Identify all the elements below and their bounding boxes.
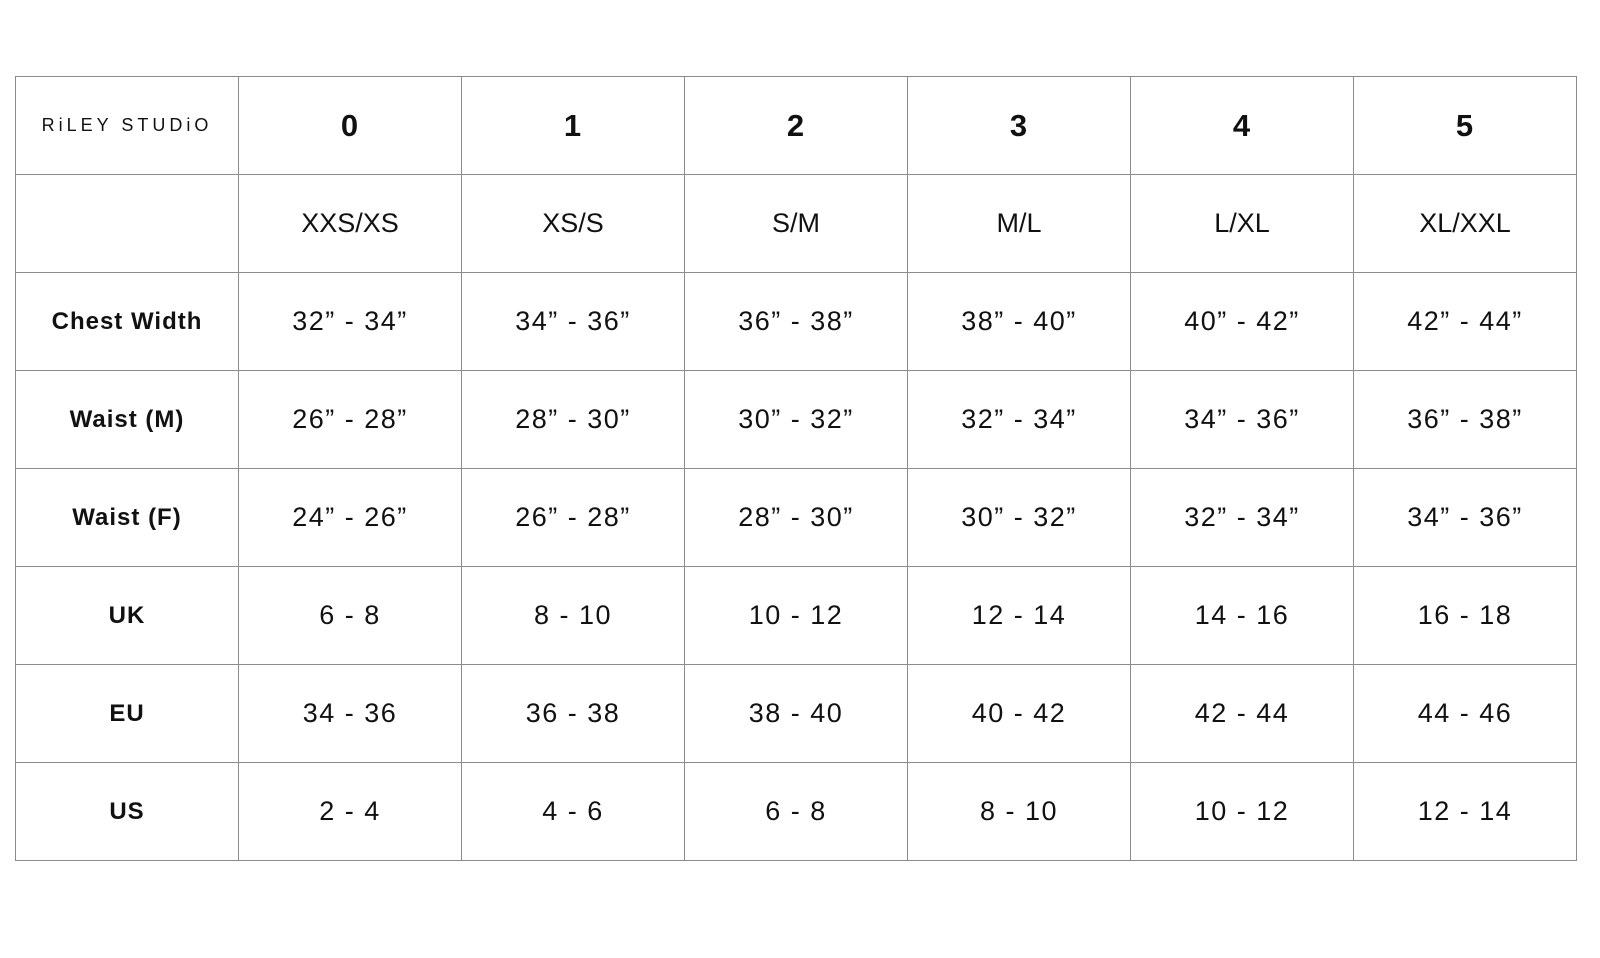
measurement-cell: 28” - 30” [462, 371, 685, 469]
waist-m-row [16, 371, 1577, 469]
size-chart-table [15, 76, 1577, 861]
measurement-cell: 44 - 46 [1354, 665, 1577, 763]
size-number-row [16, 77, 1577, 175]
waist-f-row [16, 469, 1577, 567]
measurement-cell: 34 - 36 [239, 665, 462, 763]
measurement-cell: 6 - 8 [239, 567, 462, 665]
measurement-cell: 32” - 34” [908, 371, 1131, 469]
measurement-cell: 2 - 4 [239, 763, 462, 861]
size-number-cell: 0 [239, 77, 462, 175]
measurement-cell: 24” - 26” [239, 469, 462, 567]
brand-logo: RiLEY STUDiO [41, 115, 213, 135]
alpha-size-cell: M/L [908, 175, 1131, 273]
empty-label-cell [16, 175, 239, 273]
uk-size-row [16, 567, 1577, 665]
size-number-cell: 1 [462, 77, 685, 175]
measurement-cell: 42” - 44” [1354, 273, 1577, 371]
alpha-size-cell: S/M [685, 175, 908, 273]
measurement-cell: 34” - 36” [462, 273, 685, 371]
size-number-cell: 4 [1131, 77, 1354, 175]
brand-cell [16, 77, 239, 175]
row-label: UK [16, 567, 239, 665]
measurement-cell: 12 - 14 [1354, 763, 1577, 861]
measurement-cell: 34” - 36” [1354, 469, 1577, 567]
chest-width-row [16, 273, 1577, 371]
measurement-cell: 36” - 38” [1354, 371, 1577, 469]
row-label: US [16, 763, 239, 861]
measurement-cell: 10 - 12 [685, 567, 908, 665]
measurement-cell: 38 - 40 [685, 665, 908, 763]
us-size-row [16, 763, 1577, 861]
measurement-cell: 10 - 12 [1131, 763, 1354, 861]
eu-size-row [16, 665, 1577, 763]
measurement-cell: 30” - 32” [685, 371, 908, 469]
size-number-cell: 2 [685, 77, 908, 175]
alpha-size-cell: XXS/XS [239, 175, 462, 273]
measurement-cell: 34” - 36” [1131, 371, 1354, 469]
measurement-cell: 6 - 8 [685, 763, 908, 861]
size-number-cell: 5 [1354, 77, 1577, 175]
measurement-cell: 36 - 38 [462, 665, 685, 763]
measurement-cell: 28” - 30” [685, 469, 908, 567]
measurement-cell: 8 - 10 [462, 567, 685, 665]
row-label: EU [16, 665, 239, 763]
row-label: Waist (F) [16, 469, 239, 567]
measurement-cell: 14 - 16 [1131, 567, 1354, 665]
measurement-cell: 16 - 18 [1354, 567, 1577, 665]
alpha-size-cell: XL/XXL [1354, 175, 1577, 273]
measurement-cell: 32” - 34” [239, 273, 462, 371]
measurement-cell: 12 - 14 [908, 567, 1131, 665]
measurement-cell: 42 - 44 [1131, 665, 1354, 763]
measurement-cell: 36” - 38” [685, 273, 908, 371]
measurement-cell: 30” - 32” [908, 469, 1131, 567]
measurement-cell: 26” - 28” [239, 371, 462, 469]
alpha-size-cell: XS/S [462, 175, 685, 273]
alpha-size-cell: L/XL [1131, 175, 1354, 273]
row-label: Waist (M) [16, 371, 239, 469]
alpha-size-row [16, 175, 1577, 273]
row-label: Chest Width [16, 273, 239, 371]
measurement-cell: 8 - 10 [908, 763, 1131, 861]
measurement-cell: 38” - 40” [908, 273, 1131, 371]
measurement-cell: 40” - 42” [1131, 273, 1354, 371]
measurement-cell: 26” - 28” [462, 469, 685, 567]
measurement-cell: 40 - 42 [908, 665, 1131, 763]
measurement-cell: 4 - 6 [462, 763, 685, 861]
measurement-cell: 32” - 34” [1131, 469, 1354, 567]
size-number-cell: 3 [908, 77, 1131, 175]
